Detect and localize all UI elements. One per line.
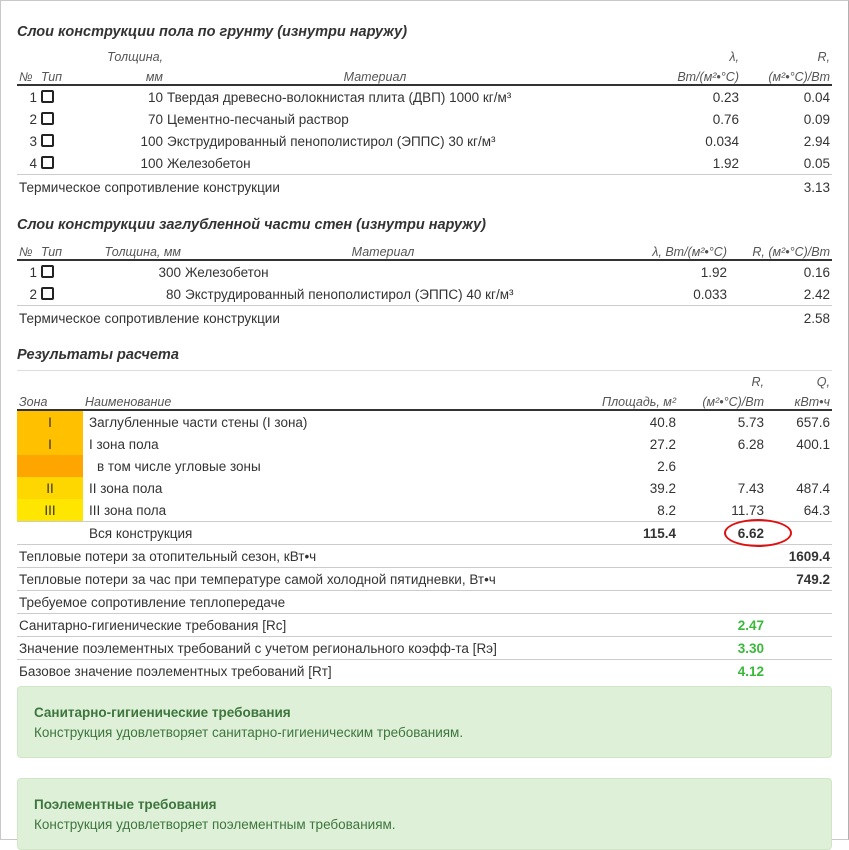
- layer-material: Экструдированный пенополистирол (ЭППС) 40 кг/м³: [185, 286, 514, 302]
- required-resistance-label: Требуемое сопротивление теплопередаче: [17, 591, 832, 614]
- layer-num: 1: [29, 264, 37, 280]
- results-r-header-2: (м²•°С)/Вт: [702, 395, 764, 409]
- floor-type-header: Тип: [41, 70, 63, 84]
- zone-cell: I: [17, 410, 83, 433]
- table-row: [17, 108, 832, 130]
- floor-layers-title: Слои конструкции пола по грунту (изнутри наружу): [17, 24, 408, 40]
- floor-total-row: [17, 175, 832, 200]
- zone-cell: [17, 455, 83, 477]
- table-row: [17, 130, 832, 152]
- season-loss-label: Тепловые потери за отопительный сезон, кВт•ч: [17, 545, 766, 568]
- results-title: Результаты расчета: [17, 347, 179, 363]
- layer-material: Цементно-песчаный раствор: [167, 111, 349, 127]
- floor-layers-table: [17, 46, 832, 199]
- req-label: Значение поэлементных требований с учетом регионального коэфф-та [Rэ]: [17, 637, 678, 660]
- alert-elementwise-message: Конструкция удовлетворяет поэлементным требованиям.: [34, 817, 396, 832]
- highlight-circle: [724, 519, 792, 547]
- layer-material: Железобетон: [167, 155, 251, 171]
- results-name-header: Наименование: [85, 395, 172, 409]
- result-area: 2.6: [657, 458, 676, 474]
- layer-num: 2: [29, 286, 37, 302]
- floor-lambda-header-2: Вт/(м²•°С): [677, 70, 739, 84]
- layer-r: 0.09: [803, 111, 830, 127]
- result-r: 5.73: [737, 414, 764, 430]
- floor-thick-header-2: мм: [145, 70, 163, 84]
- result-area: 27.2: [649, 436, 676, 452]
- layer-r: 2.94: [803, 133, 830, 149]
- req-label: Санитарно-гигиенические требования [Rc]: [17, 614, 678, 637]
- season-loss-value: 1609.4: [766, 545, 832, 568]
- req-value: 2.47: [678, 614, 766, 637]
- layer-thickness: 100: [140, 133, 163, 149]
- alert-sanitary: [17, 686, 832, 758]
- layer-thickness: 100: [140, 155, 163, 171]
- results-r-header-1: R,: [751, 375, 764, 389]
- results-q-header-2: кВт•ч: [794, 395, 830, 409]
- result-name: II зона пола: [89, 480, 163, 496]
- table-row: [17, 410, 832, 433]
- results-q-header-1: Q,: [816, 375, 830, 389]
- results-total-area: 115.4: [523, 522, 678, 545]
- layer-lambda: 0.034: [705, 133, 739, 149]
- zone-cell: II: [17, 477, 83, 499]
- alert-sanitary-title: Санитарно-гигиенические требования: [34, 705, 291, 720]
- layer-lambda: 1.92: [712, 155, 739, 171]
- required-resistance-row: [17, 591, 832, 614]
- hour-loss-row: [17, 568, 832, 591]
- table-row: [17, 152, 832, 175]
- zone-cell: III: [17, 499, 83, 522]
- result-q: [766, 455, 832, 477]
- floor-total-label: Термическое сопротивление конструкции: [17, 175, 741, 200]
- result-q: 400.1: [796, 436, 830, 452]
- req-row: [17, 614, 832, 637]
- alert-sanitary-message: Конструкция удовлетворяет санитарно-гигиеническим требованиям.: [34, 725, 464, 740]
- wall-lambda-header: λ, Вт/(м²•°С): [652, 245, 727, 259]
- layer-lambda: 0.033: [693, 286, 727, 302]
- layer-lambda: 0.23: [712, 89, 739, 105]
- layer-thickness: 300: [158, 264, 181, 280]
- result-r: 7.43: [737, 480, 764, 496]
- layer-material: Твердая древесно-волокнистая плита (ДВП) 1000 кг/м³: [167, 89, 512, 105]
- req-label: Базовое значение поэлементных требований [Rт]: [17, 660, 678, 683]
- wall-layers-title: Слои конструкции заглубленной части стен (изнутри наружу): [17, 217, 486, 233]
- result-r: [678, 455, 766, 477]
- layer-num: 1: [29, 89, 37, 105]
- layer-r: 0.16: [803, 264, 830, 280]
- wall-thick-header: Толщина, мм: [104, 245, 181, 259]
- checkbox-icon[interactable]: [41, 287, 54, 300]
- results-table: [17, 370, 832, 682]
- wall-r-header: R, (м²•°С)/Вт: [752, 245, 830, 259]
- wall-total-label: Термическое сопротивление конструкции: [17, 306, 729, 331]
- wall-total-value: 2.58: [729, 306, 832, 331]
- layer-r: 2.42: [803, 286, 830, 302]
- table-row: [17, 477, 832, 499]
- layer-num: 4: [29, 155, 37, 171]
- checkbox-icon[interactable]: [41, 265, 54, 278]
- layer-thickness: 80: [165, 286, 181, 302]
- result-area: 40.8: [649, 414, 676, 430]
- result-area: 8.2: [657, 502, 676, 518]
- checkbox-icon[interactable]: [41, 156, 54, 169]
- hour-loss-value: 749.2: [766, 568, 832, 591]
- wall-layers-table: [17, 239, 832, 330]
- layer-r: 0.05: [803, 155, 830, 171]
- layer-num: 3: [29, 133, 37, 149]
- req-value: 3.30: [678, 637, 766, 660]
- table-row: [17, 283, 832, 306]
- layer-material: Экструдированный пенополистирол (ЭППС) 30 кг/м³: [167, 133, 496, 149]
- result-name: Заглубленные части стены (I зона): [89, 414, 308, 430]
- layer-thickness: 10: [147, 89, 163, 105]
- hour-loss-label: Тепловые потери за час при температуре самой холодной пятидневки, Вт•ч: [17, 568, 766, 591]
- layer-material: Железобетон: [185, 264, 269, 280]
- wall-type-header: Тип: [41, 245, 63, 259]
- season-loss-row: [17, 545, 832, 568]
- result-q: 657.6: [796, 414, 830, 430]
- alert-elementwise-title: Поэлементные требования: [34, 797, 217, 812]
- floor-material-header: Материал: [343, 70, 407, 84]
- floor-total-value: 3.13: [741, 175, 832, 200]
- checkbox-icon[interactable]: [41, 112, 54, 125]
- results-total-label: Вся конструкция: [83, 522, 523, 545]
- floor-r-header-1: R,: [817, 50, 830, 64]
- results-area-header: Площадь, м²: [602, 395, 676, 409]
- results-total-row: [17, 522, 832, 545]
- floor-lambda-header-1: λ,: [729, 50, 739, 64]
- layer-num: 2: [29, 111, 37, 127]
- req-row: [17, 637, 832, 660]
- table-row: [17, 260, 832, 283]
- req-row: [17, 660, 832, 683]
- wall-num-header: №: [19, 245, 33, 259]
- result-name: в том числе угловые зоны: [97, 458, 261, 474]
- floor-r-header-2: (м²•°С)/Вт: [768, 70, 830, 84]
- result-q: 487.4: [796, 480, 830, 496]
- wall-material-header: Материал: [351, 245, 415, 259]
- table-row: [17, 455, 832, 477]
- alert-elementwise: [17, 778, 832, 850]
- table-row: [17, 499, 832, 522]
- floor-thick-header-1: Толщина,: [107, 50, 163, 64]
- result-q: 64.3: [803, 502, 830, 518]
- result-area: 39.2: [649, 480, 676, 496]
- zone-cell: I: [17, 433, 83, 455]
- checkbox-icon[interactable]: [41, 90, 54, 103]
- checkbox-icon[interactable]: [41, 134, 54, 147]
- layer-lambda: 0.76: [712, 111, 739, 127]
- result-name: III зона пола: [89, 502, 167, 518]
- results-zone-header: Зона: [19, 395, 48, 409]
- layer-r: 0.04: [803, 89, 830, 105]
- req-value: 4.12: [678, 660, 766, 683]
- table-row: [17, 85, 832, 108]
- floor-num-header: №: [19, 70, 33, 84]
- results-total-r: 6.62: [678, 522, 766, 545]
- result-name: I зона пола: [89, 436, 159, 452]
- layer-lambda: 1.92: [700, 264, 727, 280]
- layer-thickness: 70: [147, 111, 163, 127]
- table-row: [17, 433, 832, 455]
- result-r: 11.73: [731, 502, 764, 518]
- result-r: 6.28: [737, 436, 764, 452]
- wall-total-row: [17, 306, 832, 331]
